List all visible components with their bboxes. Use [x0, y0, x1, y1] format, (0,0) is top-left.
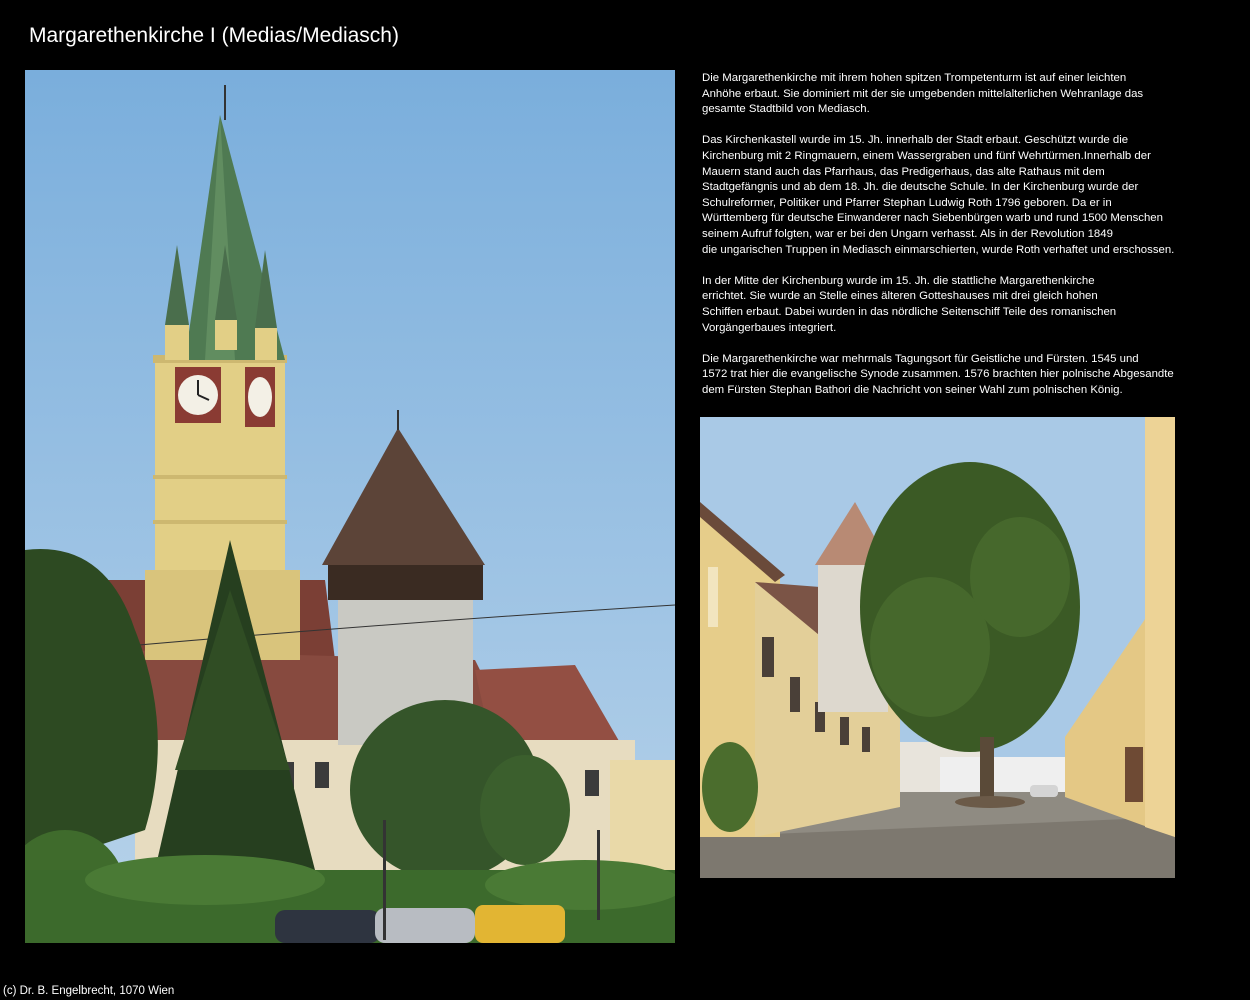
courtyard-photo [700, 417, 1175, 878]
paragraph: In der Mitte der Kirchenburg wurde im 15. Jh. die stattliche Margarethenkirche errichtet. Sie wurde an Stelle eines älteren Gotteshauses mit drei gleich hohen Schiffen erbaut. Dabei wurden in das nördliche Seitenschiff Teile des romanischen Vorgängerbaues integriert. [702, 274, 1117, 334]
church-tower-photo [25, 70, 675, 943]
footer-credit: (c) Dr. B. Engelbrecht, 1070 Wien [3, 985, 175, 997]
paragraph: Das Kirchenkastell wurde im 15. Jh. innerhalb der Stadt erbaut. Geschützt wurde die Kirchenburg mit 2 Ringmauern, einem Wassergraben und fünf Wehrtürmen.Innerhalb der Mauern stand auch das Pfarrhaus, das Predigerhaus, das alte Rathaus mit dem Stadtgefängnis und ab dem 18. Jh. die deutsche Schule. In der Kirchenburg wurde der Schulreformer, Politiker und Pfarrer Stephan Ludwig Roth 1796 geboren. Da er in Württemberg für deutsche Einwanderer nach Siebenbürgen warb und rund 1500 Menschen seinem Aufruf folgten, war er bei den Ungarn verhasst. Als in der Revolution 1849 die ungarischen Truppen in Mediasch einmarschierten, wurde Roth verhaftet und erschossen. [702, 134, 1175, 256]
description-text [702, 71, 1212, 414]
paragraph: Die Margarethenkirche war mehrmals Tagungsort für Geistliche und Fürsten. 1545 und 1572 trat hier die evangelische Synode zusammen. 1576 brachten hier polnische Abgesandte dem Fürsten Stephan Bathori die Nachricht von seiner Wahl zum polnischen König. [702, 352, 1174, 396]
paragraph: Die Margarethenkirche mit ihrem hohen spitzen Trompetenturm ist auf einer leichten Anhöhe erbaut. Sie dominiert mit der sie umgebenden mittelalterlichen Wehranlage das gesamte Stadtbild von Mediasch. [702, 72, 1144, 116]
page-title: Margarethenkirche I (Medias/Mediasch) [29, 24, 399, 47]
